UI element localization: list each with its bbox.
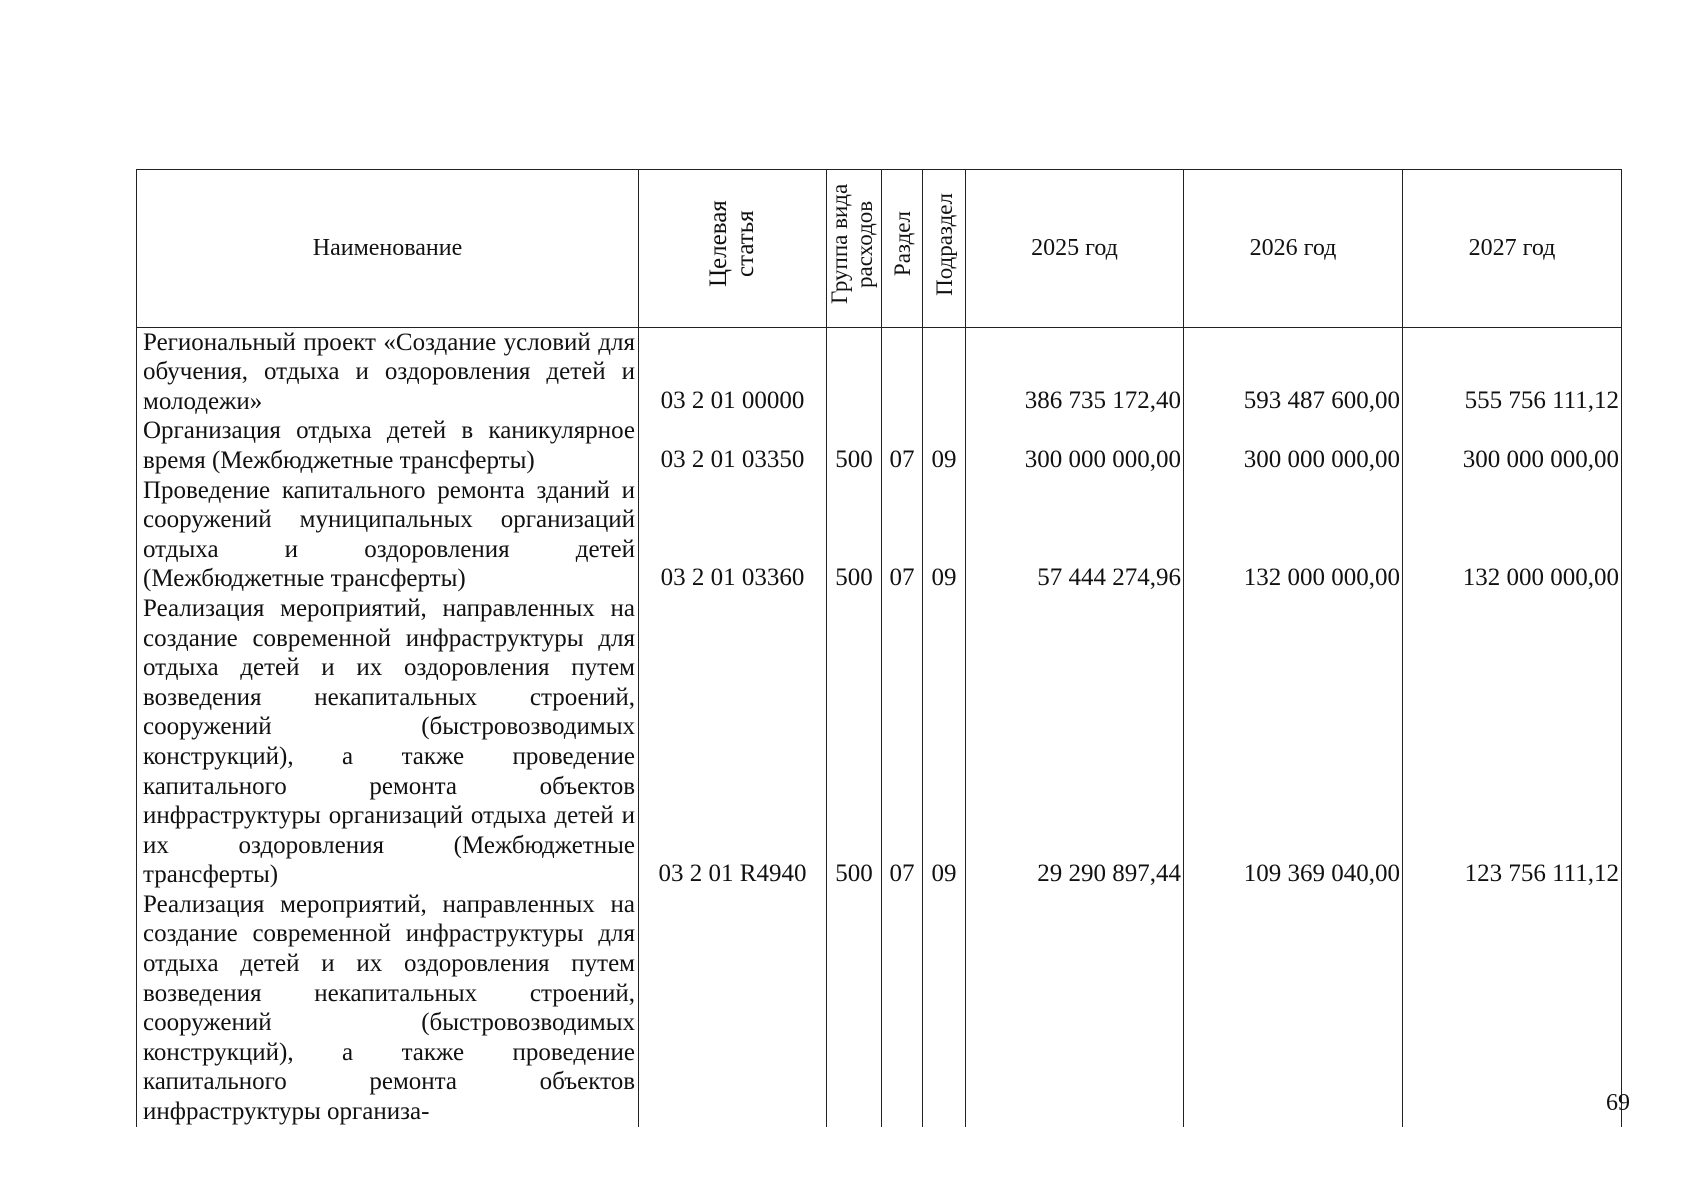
header-2025: 2025 год xyxy=(966,170,1184,328)
header-target xyxy=(639,170,827,328)
row-section xyxy=(882,890,923,1127)
row-name: Региональный проект «Создание условий для обучения, отдыха и оздоровления детей и молодежи» xyxy=(137,327,639,416)
row-group: 500 xyxy=(827,594,882,890)
row-2025: 29 290 897,44 xyxy=(966,594,1184,890)
row-2027: 123 756 111,12 xyxy=(1403,594,1622,890)
row-2026: 132 000 000,00 xyxy=(1184,476,1403,594)
budget-table xyxy=(136,169,1622,1127)
table-row xyxy=(137,594,1622,890)
row-2026 xyxy=(1184,890,1403,1127)
row-subsection xyxy=(923,890,966,1127)
header-subsection-label: Подраздел xyxy=(931,192,957,296)
row-group: 500 xyxy=(827,476,882,594)
row-group: 500 xyxy=(827,416,882,475)
row-2025: 386 735 172,40 xyxy=(966,327,1184,416)
row-target xyxy=(639,890,827,1127)
row-2025: 57 444 274,96 xyxy=(966,476,1184,594)
row-name: Организация отдыха детей в каникулярное время (Межбюджетные трансферты) xyxy=(137,416,639,475)
table-row xyxy=(137,416,1622,475)
row-2026: 593 487 600,00 xyxy=(1184,327,1403,416)
row-subsection: 09 xyxy=(923,476,966,594)
header-group xyxy=(827,170,882,328)
table-row xyxy=(137,890,1622,1127)
row-target: 03 2 01 00000 xyxy=(639,327,827,416)
table-header-row xyxy=(137,170,1622,328)
table-row xyxy=(137,327,1622,416)
row-target: 03 2 01 03350 xyxy=(639,416,827,475)
row-group xyxy=(827,327,882,416)
row-subsection: 09 xyxy=(923,594,966,890)
header-subsection xyxy=(923,170,966,328)
row-section xyxy=(882,327,923,416)
row-name: Реализация мероприятий, направленных на создание современной инфраструктуры для отдыха детей и их оздоровления путем возведения некапитальных строений, сооружений (быстровозводимых конструкций), а также проведение капитального ремонта объектов инфраструктуры организаций отдыха детей и их оздоровления (Межбюджетные трансферты) xyxy=(137,594,639,890)
row-group xyxy=(827,890,882,1127)
header-group-label: Группа вида расходов xyxy=(827,183,877,305)
row-2025: 300 000 000,00 xyxy=(966,416,1184,475)
row-subsection: 09 xyxy=(923,416,966,475)
row-section: 07 xyxy=(882,416,923,475)
row-2025 xyxy=(966,890,1184,1127)
row-2026: 300 000 000,00 xyxy=(1184,416,1403,475)
page-number: 69 xyxy=(1606,1090,1630,1116)
header-2027: 2027 год xyxy=(1403,170,1622,328)
table-row xyxy=(137,476,1622,594)
row-name: Проведение капитального ремонта зданий и сооружений муниципальных организаций отдыха и оздоровления детей (Межбюджетные трансферты) xyxy=(137,476,639,594)
row-name: Реализация мероприятий, направленных на создание современной инфраструктуры для отдыха детей и их оздоровления путем возведения некапитальных строений, сооружений (быстровозводимых конструкций), а также проведение капитального ремонта объектов инфраструктуры организа- xyxy=(137,890,639,1127)
row-2027: 132 000 000,00 xyxy=(1403,476,1622,594)
row-2026: 109 369 040,00 xyxy=(1184,594,1403,890)
row-section: 07 xyxy=(882,476,923,594)
row-2027: 555 756 111,12 xyxy=(1403,327,1622,416)
row-target: 03 2 01 03360 xyxy=(639,476,827,594)
header-section xyxy=(882,170,923,328)
row-section: 07 xyxy=(882,594,923,890)
row-subsection xyxy=(923,327,966,416)
header-2026: 2026 год xyxy=(1184,170,1403,328)
row-2027: 300 000 000,00 xyxy=(1403,416,1622,475)
header-name: Наименование xyxy=(137,170,639,328)
header-target-label: Целевая статья xyxy=(704,200,759,288)
row-target: 03 2 01 R4940 xyxy=(639,594,827,890)
header-section-label: Раздел xyxy=(889,211,915,277)
